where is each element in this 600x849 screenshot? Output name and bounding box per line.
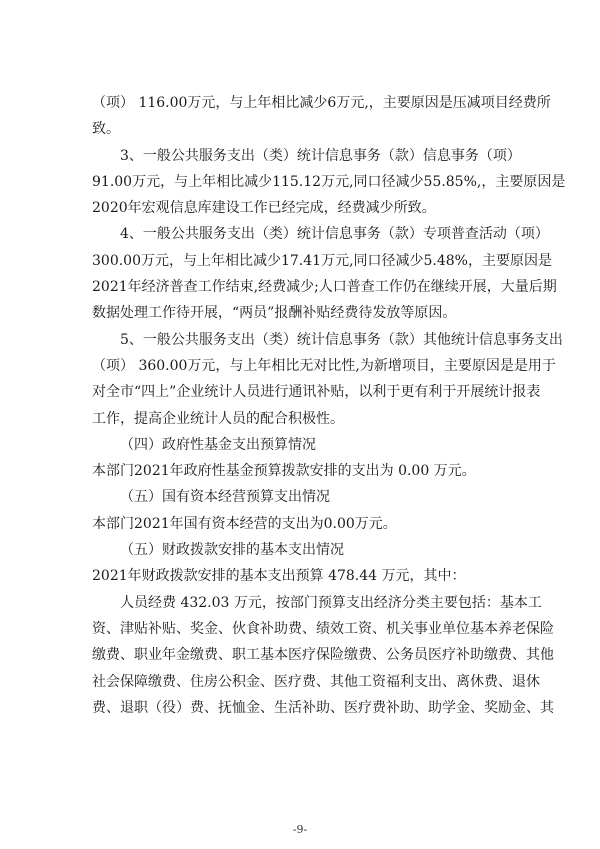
text-line: 缴费、职业年金缴费、职工基本医疗保险缴费、公务员医疗补助缴费、其他 [92,647,554,664]
text-line: 数据处理工作待开展，“两员”报酬补贴经费待发放等原因。 [92,305,457,322]
text-line: （项） 360.00万元，与上年相比无对比性,为新增项目，主要原因是是用于 [92,357,556,374]
text-line: （项） 116.00万元，与上年相比减少6万元,，主要原因是压减项目经费所 [92,95,551,111]
text-line: 社会保障缴费、住房公积金、医疗费、其他工资福利支出、离休费、退休 [92,673,540,690]
text-line: 致。 [92,121,120,138]
text-line: 本部门2021年政府性基金预算拨款安排的支出为 0.00 万元。 [92,463,476,480]
page-number: -9- [292,823,308,836]
text-line: 工作，提高企业统计人员的配合积极性。 [92,410,344,427]
text-line: 5、一般公共服务支出（类）统计信息事务（款）其他统计信息事务支出 [120,331,563,348]
body-text [92,90,566,721]
text-line: 人员经费 432.03 万元，按部门预算支出经济分类主要包括：基本工 [120,594,542,611]
text-line: 2021年财政拨款安排的基本支出预算 478.44 万元，其中： [92,568,466,585]
text-line: 费、退职（役）费、抚恤金、生活补助、医疗费补助、助学金、奖励金、其 [92,699,554,716]
text-line: （四）政府性基金支出预算情况 [120,436,316,453]
text-line: 本部门2021年国有资本经营的支出为0.00万元。 [92,515,397,532]
text-line: （五）国有资本经营预算支出情况 [120,489,330,506]
text-line: 4、一般公共服务支出（类）统计信息事务（款）专项普查活动（项） [120,226,549,243]
text-line: 300.00万元，与上年相比减少17.41万元,同口径减少5.48%，主要原因是 [92,252,552,269]
text-line: 资、津贴补贴、奖金、伙食补助费、绩效工资、机关事业单位基本养老保险 [92,620,554,637]
text-line: （五）财政拨款安排的基本支出情况 [120,542,344,559]
text-line: 2021年经济普查工作结束,经费减少;人口普查工作仍在继续开展，大量后期 [92,279,557,296]
text-line: 对全市“四上”企业统计人员进行通讯补贴，以利于更有利于开展统计报表 [92,384,541,401]
text-line: 91.00万元，与上年相比减少115.12万元,同口径减少55.85%,，主要原因是 [92,173,566,190]
text-line: 3、一般公共服务支出（类）统计信息事务（款）信息事务（项） [120,147,521,164]
text-line: 2020年宏观信息库建设工作已经完成，经费减少所致。 [92,200,436,217]
